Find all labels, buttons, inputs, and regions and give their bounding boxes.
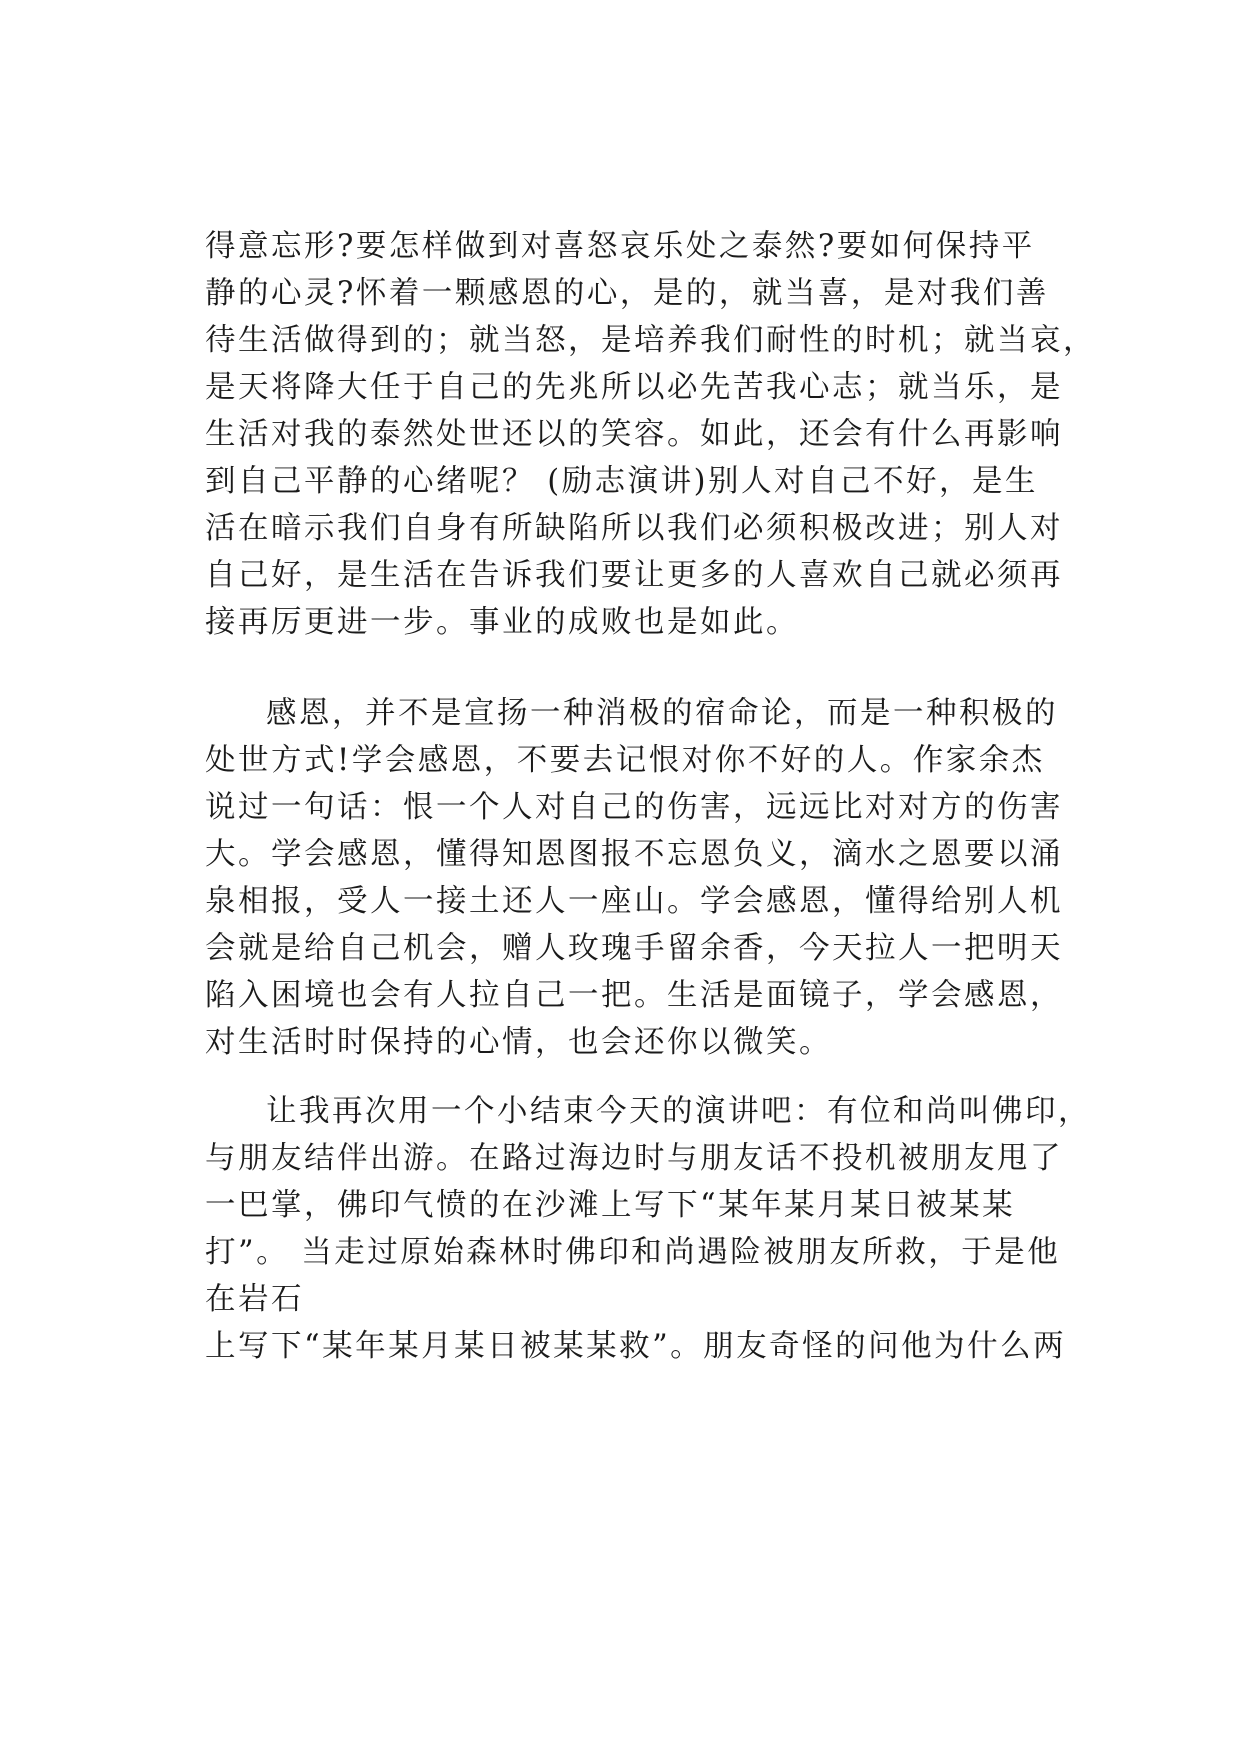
text-line: 感恩，并不是宣扬一种消极的宿命论，而是一种积极的 [266,696,1058,731]
text-line: 接再厉更进一步。事业的成败也是如此。 [205,605,799,640]
text-line: 与朋友结伴出游。在路过海边时与朋友话不投机被朋友甩了 [205,1141,1063,1176]
text-line: 陷入困境也会有人拉自己一把。生活是面镜子，学会感恩， [205,978,1063,1013]
text-line: 自己好，是生活在告诉我们要让更多的人喜欢自己就必须再 [205,558,1063,593]
text-line: 到自己平静的心绪呢？ (励志演讲)别人对自己不好，是生 [205,464,1038,499]
text-line: 待生活做得到的；就当怒，是培养我们耐性的时机；就当哀， [205,323,1096,358]
text-line: 得意忘形?要怎样做到对喜怒哀乐处之泰然?要如何保持平 [205,229,1035,264]
paragraph-1 [205,223,1096,646]
text-line: 活在暗示我们自身有所缺陷所以我们必须积极改进；别人对 [205,511,1063,546]
text-line: 打”。 当走过原始森林时佛印和尚遇险被朋友所救，于是他 [205,1235,1061,1270]
text-line: 是天将降大任于自己的先兆所以必先苦我心志；就当乐，是 [205,370,1063,405]
text-line: 上写下“某年某月某日被某某救”。朋友奇怪的问他为什么两 [205,1329,1067,1364]
paragraph-2 [205,690,1085,1066]
text-line: 说过一句话：恨一个人对自己的伤害，远远比对对方的伤害 [205,790,1063,825]
text-line: 泉相报，受人一接土还人一座山。学会感恩，懂得给别人机 [205,884,1063,919]
text-line: 会就是给自己机会，赠人玫瑰手留余香，今天拉人一把明天 [205,931,1063,966]
text-line: 在岩石 [205,1282,304,1317]
text-line: 大。学会感恩，懂得知恩图报不忘恩负义，滴水之恩要以涌 [205,837,1063,872]
text-line: 对生活时时保持的心情，也会还你以微笑。 [205,1025,832,1060]
text-line: 生活对我的泰然处世还以的笑容。如此，还会有什么再影响 [205,417,1063,452]
text-line: 静的心灵?怀着一颗感恩的心，是的，就当喜，是对我们善 [205,276,1049,311]
text-line: 一巴掌，佛印气愤的在沙滩上写下“某年某月某日被某某 [205,1188,1016,1223]
text-line: 处世方式!学会感恩，不要去记恨对你不好的人。作家余杰 [205,743,1045,778]
paragraph-3 [205,1088,1091,1370]
text-line: 让我再次用一个小结束今天的演讲吧：有位和尚叫佛印， [266,1094,1091,1129]
